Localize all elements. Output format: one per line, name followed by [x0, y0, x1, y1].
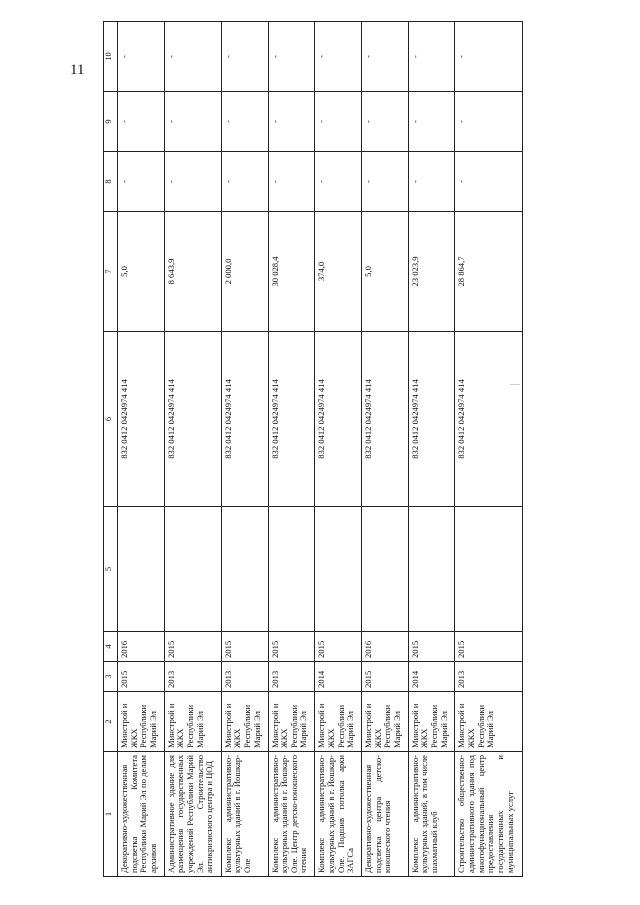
- column-8-cell: -: [118, 152, 165, 212]
- column-9-cell: -: [362, 92, 409, 152]
- budget-code-cell: 832 0412 0424974 414: [408, 332, 455, 507]
- column-10-cell: -: [455, 22, 523, 92]
- budget-table: [103, 21, 523, 877]
- column-5-cell: [268, 507, 315, 632]
- end-year-cell: 2016: [362, 632, 409, 662]
- end-year-cell: 2016: [118, 632, 165, 662]
- column-8-cell: -: [164, 152, 221, 212]
- table-row: [164, 22, 221, 877]
- ministry-cell: Минстрой и ЖКХ Республики Марий Эл: [164, 692, 221, 752]
- budget-code-cell: 832 0412 0424974 414: [455, 332, 523, 507]
- ministry-cell: Минстрой и ЖКХ Республики Марий Эл: [362, 692, 409, 752]
- column-10-cell: -: [315, 22, 362, 92]
- column-9-cell: -: [221, 92, 268, 152]
- column-9-cell: -: [118, 92, 165, 152]
- col-header-9: 9: [104, 92, 118, 152]
- column-8-cell: -: [221, 152, 268, 212]
- column-10-cell: -: [408, 22, 455, 92]
- amount-cell: 2 000,0: [221, 212, 268, 332]
- table-row: [118, 22, 165, 877]
- project-name-cell: Комплекс административно-культурных зданий в г. Йошкар-Оле. Центр детско-юношеского чтения: [268, 752, 315, 877]
- end-year-cell: 2015: [455, 632, 523, 662]
- column-5-cell: [221, 507, 268, 632]
- column-9-cell: -: [455, 92, 523, 152]
- amount-cell: 5,0: [118, 212, 165, 332]
- column-8-cell: -: [455, 152, 523, 212]
- project-name-cell: Комплекс административно-культурных зданий в г. Йошкар-Оле. Подшив потолка арки ЗАГСа: [315, 752, 362, 877]
- ministry-cell: Минстрой и ЖКХ Республики Марий Эл: [315, 692, 362, 752]
- table-row: [268, 22, 315, 877]
- table-row: [221, 22, 268, 877]
- end-year-cell: 2015: [221, 632, 268, 662]
- column-8-cell: -: [315, 152, 362, 212]
- table-row: [455, 22, 523, 877]
- column-9-cell: -: [268, 92, 315, 152]
- column-5-cell: [455, 507, 523, 632]
- amount-cell: 30 028,4: [268, 212, 315, 332]
- start-year-cell: 2013: [455, 662, 523, 692]
- end-year-cell: 2015: [164, 632, 221, 662]
- ministry-cell: Минстрой и ЖКХ Республики Марий Эл: [268, 692, 315, 752]
- column-10-cell: -: [221, 22, 268, 92]
- project-name-cell: Комплекс административно-культурных зданий, в том числе шахматный клуб: [408, 752, 455, 877]
- amount-cell: 28 864,7: [455, 212, 523, 332]
- project-name-cell: Административное здание для размещения государственных учреждений Республики Марий Эл. Строительство антикризисного центра и ЦОД: [164, 752, 221, 877]
- project-name-cell: Строительство общественно-административного здания под многофункциональный центр предоставления государственных и муниципальных услуг: [455, 752, 523, 877]
- col-header-10: 10: [104, 22, 118, 92]
- column-5-cell: [362, 507, 409, 632]
- start-year-cell: 2015: [362, 662, 409, 692]
- column-9-cell: -: [408, 92, 455, 152]
- column-5-cell: [408, 507, 455, 632]
- column-10-cell: -: [118, 22, 165, 92]
- amount-cell: 374,0: [315, 212, 362, 332]
- budget-code-cell: 832 0412 0424974 414: [164, 332, 221, 507]
- start-year-cell: 2014: [408, 662, 455, 692]
- budget-code-cell: 832 0412 0424974 414: [362, 332, 409, 507]
- rotated-table-container: [103, 22, 523, 877]
- col-header-4: 4: [104, 632, 118, 662]
- ministry-cell: Минстрой и ЖКХ Республики Марий Эл: [408, 692, 455, 752]
- table-row: [315, 22, 362, 877]
- amount-cell: 5,0: [362, 212, 409, 332]
- start-year-cell: 2013: [221, 662, 268, 692]
- column-5-cell: [164, 507, 221, 632]
- header-row: [104, 22, 118, 877]
- column-9-cell: -: [315, 92, 362, 152]
- col-header-2: 2: [104, 692, 118, 752]
- end-year-cell: 2015: [408, 632, 455, 662]
- end-year-cell: 2015: [315, 632, 362, 662]
- column-8-cell: -: [408, 152, 455, 212]
- amount-cell: 8 643,9: [164, 212, 221, 332]
- column-5-cell: [118, 507, 165, 632]
- table-body: [118, 22, 523, 877]
- project-name-cell: Комплекс административно-культурных зданий в г. Йошкар-Оле: [221, 752, 268, 877]
- start-year-cell: 2015: [118, 662, 165, 692]
- budget-code-cell: 832 0412 0424974 414: [315, 332, 362, 507]
- project-name-cell: Декоративно-художественная подсветка Комитета Республики Марий Эл по делам архивов: [118, 752, 165, 877]
- page-number: 11: [70, 62, 85, 78]
- budget-code-cell: 832 0412 0424974 414: [221, 332, 268, 507]
- start-year-cell: 2013: [268, 662, 315, 692]
- table-row: [408, 22, 455, 877]
- col-header-6: 6: [104, 332, 118, 507]
- budget-code-cell: 832 0412 0424974 414: [268, 332, 315, 507]
- column-8-cell: -: [362, 152, 409, 212]
- column-8-cell: -: [268, 152, 315, 212]
- table-row: [362, 22, 409, 877]
- column-5-cell: [315, 507, 362, 632]
- col-header-8: 8: [104, 152, 118, 212]
- col-header-1: 1: [104, 752, 118, 877]
- ministry-cell: Минстрой и ЖКХ Республики Марий Эл: [455, 692, 523, 752]
- project-name-cell: Декоративно-художественная подсветка центра детско-юношеского чтения: [362, 752, 409, 877]
- col-header-3: 3: [104, 662, 118, 692]
- ministry-cell: Минстрой и ЖКХ Республики Марий Эл: [221, 692, 268, 752]
- column-10-cell: -: [164, 22, 221, 92]
- end-year-cell: 2015: [268, 632, 315, 662]
- column-10-cell: -: [268, 22, 315, 92]
- col-header-5: 5: [104, 507, 118, 632]
- start-year-cell: 2013: [164, 662, 221, 692]
- budget-code-cell: 832 0412 0424974 414: [118, 332, 165, 507]
- amount-cell: 23 023,9: [408, 212, 455, 332]
- col-header-7: 7: [104, 212, 118, 332]
- column-10-cell: -: [362, 22, 409, 92]
- start-year-cell: 2014: [315, 662, 362, 692]
- column-9-cell: -: [164, 92, 221, 152]
- ministry-cell: Минстрой и ЖКХ Республики Марий Эл: [118, 692, 165, 752]
